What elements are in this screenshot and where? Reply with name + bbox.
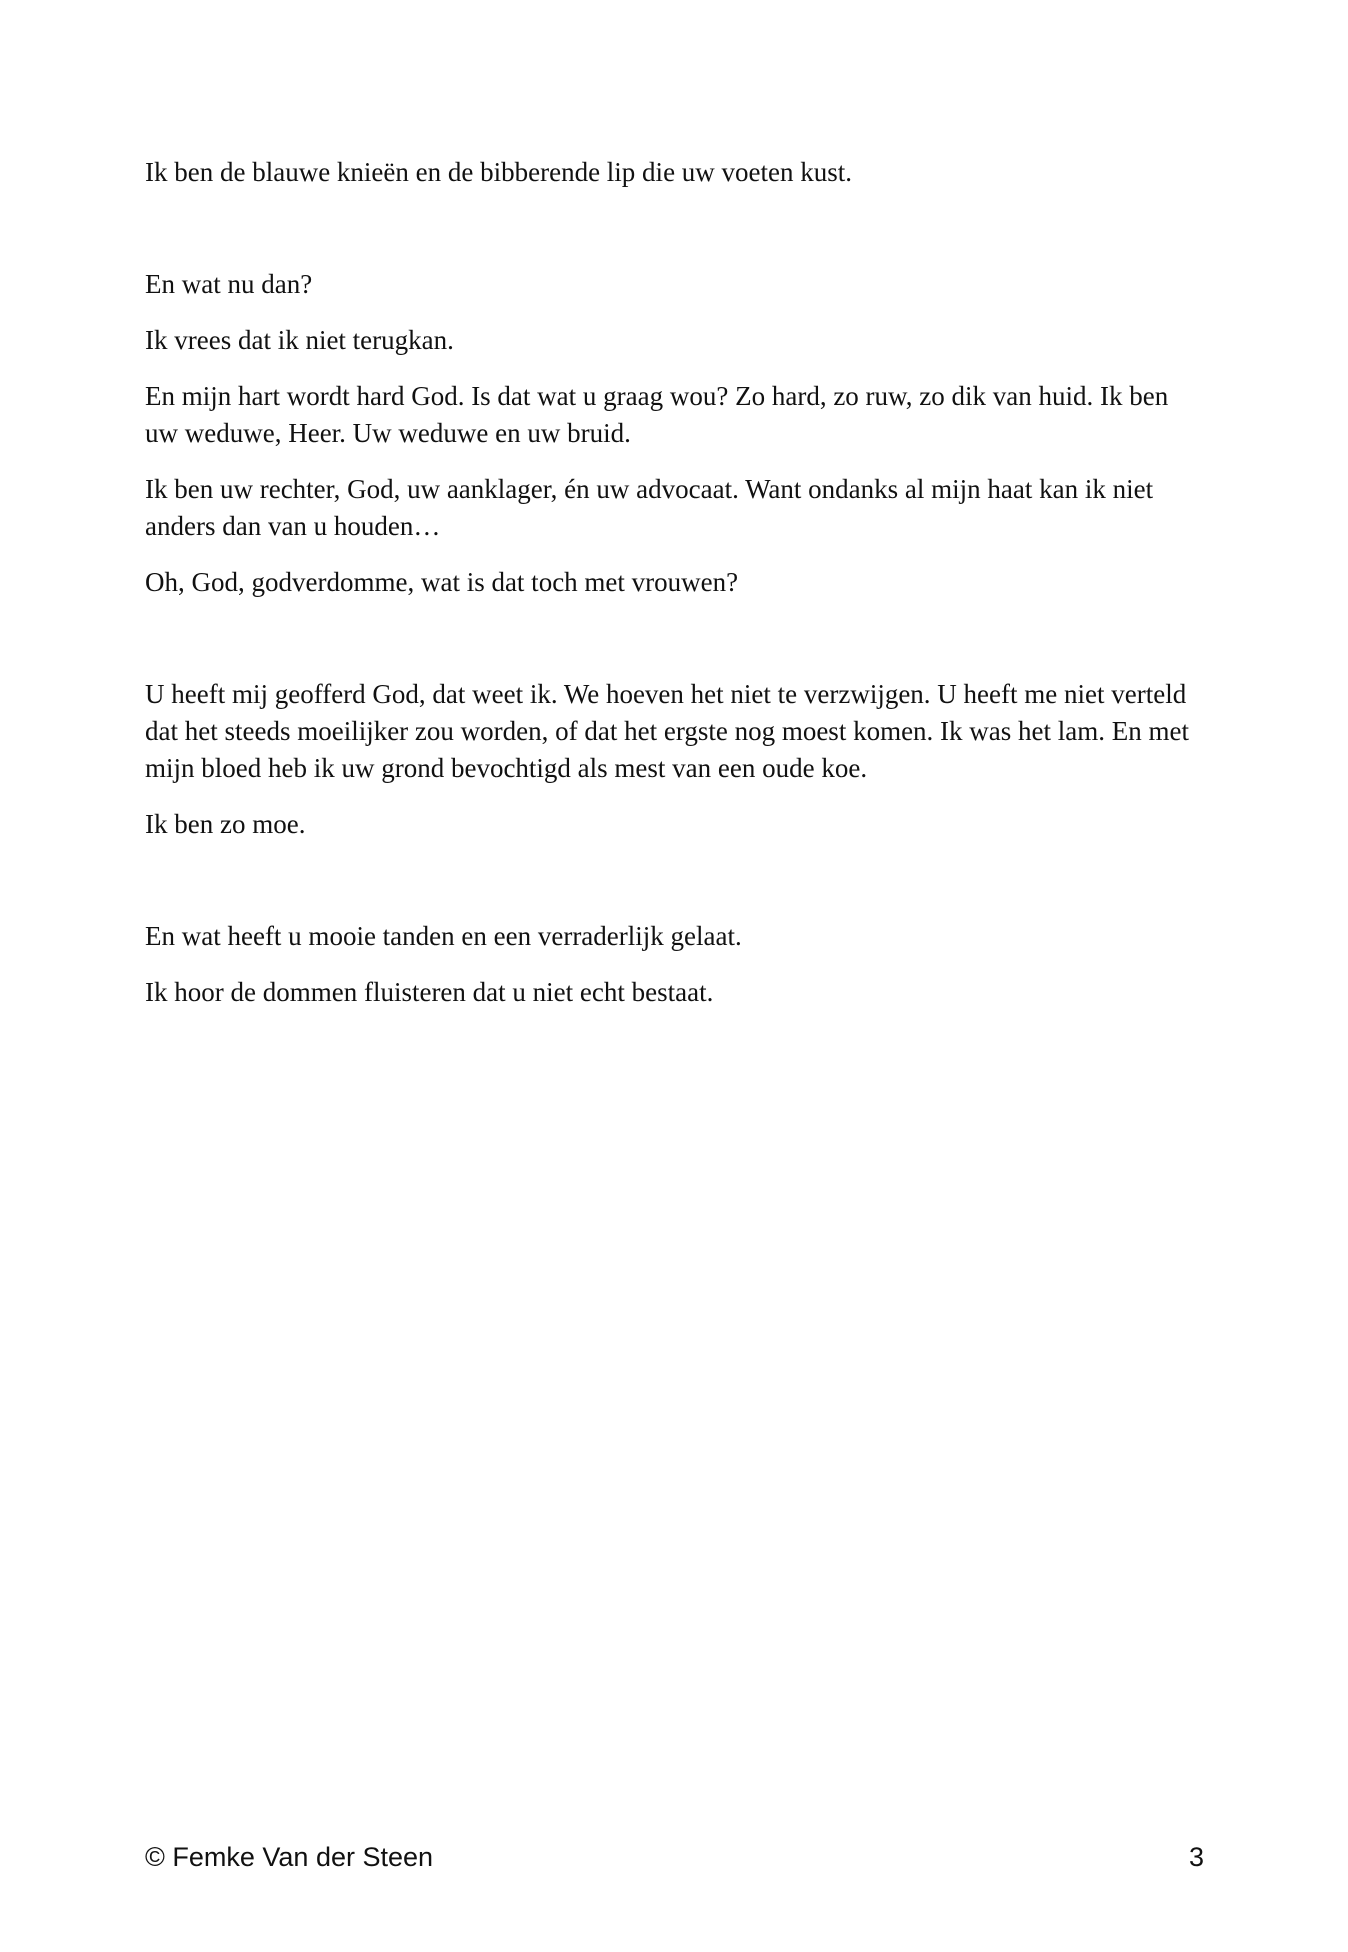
paragraph: En wat heeft u mooie tanden en een verraderlijk gelaat.	[145, 921, 742, 951]
footer-page-number: 3	[1188, 1842, 1204, 1872]
paragraph: Ik ben uw rechter, God, uw aanklager, én uw advocaat. Want ondanks al mijn haat kan ik niet anders dan van u houden…	[145, 474, 1154, 541]
paragraph: Oh, God, godverdomme, wat is dat toch met vrouwen?	[145, 567, 739, 597]
poem-body	[145, 154, 1205, 1011]
paragraph: U heeft mij geofferd God, dat weet ik. We hoeven het niet te verzwijgen. U heeft me niet verteld dat het steeds moeilijker zou worden, of dat het ergste nog moest komen. Ik was het lam. En met mijn bloed heb ik uw grond bevochtigd als mest van een oude koe.	[145, 679, 1189, 783]
paragraph: Ik ben de blauwe knieën en de bibberende lip die uw voeten kust.	[145, 157, 853, 187]
paragraph: En wat nu dan?	[145, 269, 313, 299]
paragraph: Ik vrees dat ik niet terugkan.	[145, 325, 454, 355]
paragraph: En mijn hart wordt hard God. Is dat wat u graag wou? Zo hard, zo ruw, zo dik van huid. Ik ben uw weduwe, Heer. Uw weduwe en uw bruid.	[145, 381, 1169, 448]
paragraph: Ik ben zo moe.	[145, 809, 306, 839]
footer-copyright: © Femke Van der Steen	[145, 1842, 434, 1872]
paragraph: Ik hoor de dommen fluisteren dat u niet echt bestaat.	[145, 977, 714, 1007]
